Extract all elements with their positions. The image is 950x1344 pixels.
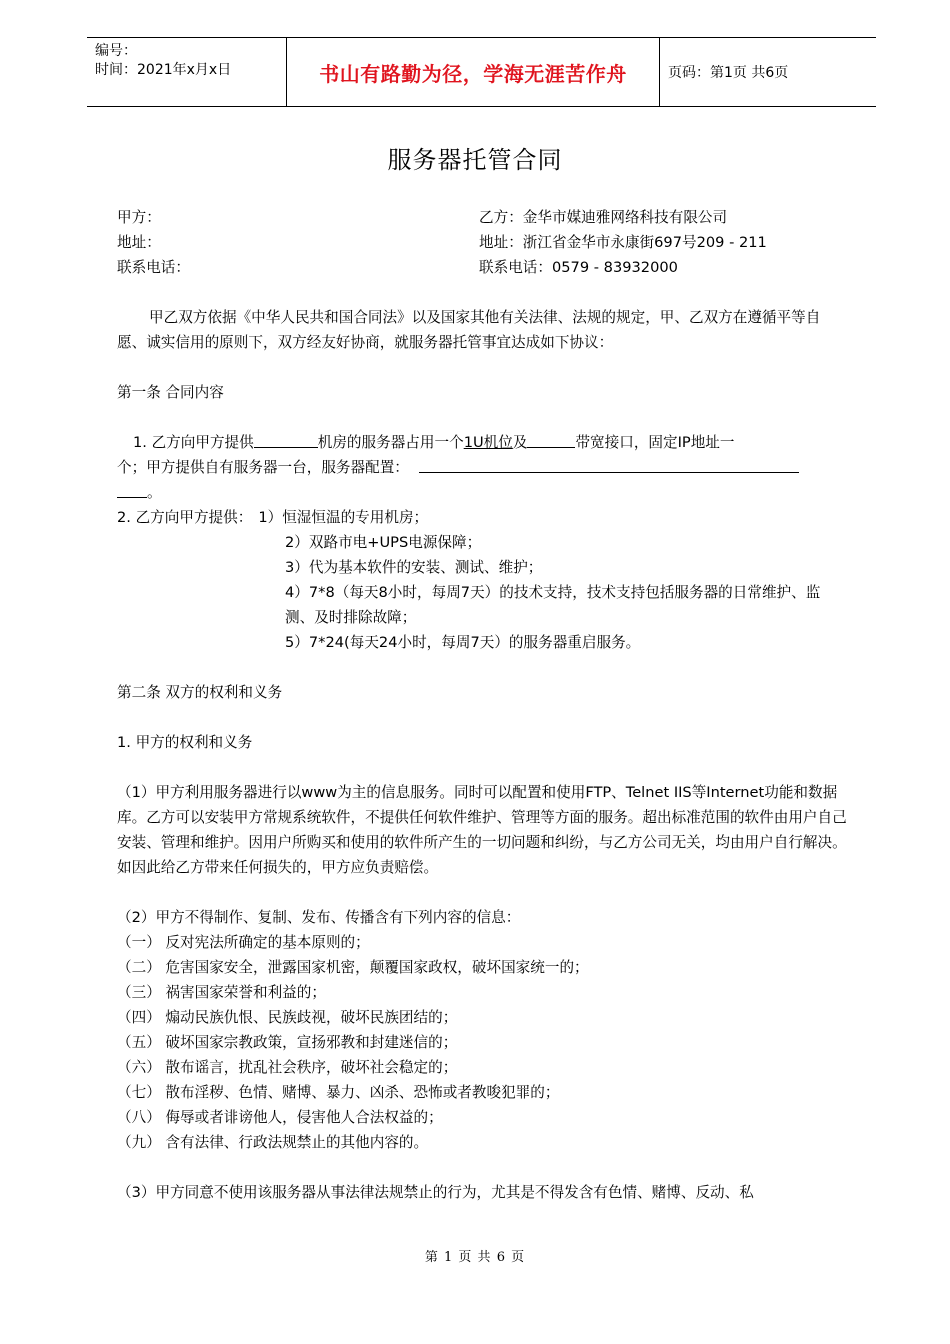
article1-item1-line2 [117,455,849,480]
list-item: （一） 反对宪法所确定的基本原则的； [117,934,370,951]
article1-item1-line1 [117,430,849,455]
article2-heading: 第二条 双方的权利和义务 [117,684,283,701]
party-b-phone: 联系电话：0579 - 83932000 [479,259,678,276]
list-item: （九） 含有法律、行政法规禁止的其他内容的。 [117,1134,429,1151]
item1-text-d: 带宽接口，固定IP地址一 [575,434,735,451]
blank-room [254,431,318,448]
article1-item2 [117,505,849,530]
article2-p1: （1）甲方利用服务器进行以www为主的信息服务。同时可以配置和使用FTP、Telnet IIS等Internet功能和数据库。乙方可以安装甲方常规系统软件，不提供任何软件维护、管理等方面的服务。超出标准范围的软件由用户自己安装、管理和维护。因用户所购买和使用的软件所产生的一切问题和纠纷，与乙方公司无关，均由用户自行解决。如因此给乙方带来任何损失的，甲方应负责赔偿。 [117,784,847,876]
service-5: 5）7*24(每天24小时，每周7天）的服务器重启服务。 [285,634,641,651]
list-item: （三） 祸害国家荣誉和利益的； [117,984,326,1001]
header-page-info: 页码：第1页 共6页 [668,65,789,81]
list-item: （七） 散布淫秽、色情、赌博、暴力、凶杀、恐怖或者教唆犯罪的； [117,1084,560,1101]
item2-label: 2. 乙方向甲方提供： [117,509,253,526]
party-a-name: 甲方： [117,209,161,226]
service-1: 1）恒湿恒温的专用机房； [258,509,429,526]
intro-paragraph: 甲乙双方依据《中华人民共和国合同法》以及国家其他有关法律、法规的规定，甲、乙双方在遵循平等自愿、诚实信用的原则下，双方经友好协商，就服务器托管事宜达成如下协议： [117,309,821,351]
document-title: 服务器托管合同 [387,146,563,174]
list-item: （六） 散布谣言，扰乱社会秩序，破坏社会稳定的； [117,1059,458,1076]
list-item: （八） 侮辱或者诽谤他人，侵害他人合法权益的； [117,1109,443,1126]
list-item: （五） 破坏国家宗教政策，宣扬邪教和封建迷信的； [117,1034,458,1051]
item1-text-b: 机房的服务器占用一个 [317,434,464,451]
item1-text-e: 个；甲方提供自有服务器一台，服务器配置： [117,459,409,476]
list-item: （二） 危害国家安全，泄露国家机密，颠覆国家政权，破坏国家统一的； [117,959,589,976]
party-row-phone [117,255,849,280]
item1-rack: 1U机位 [463,434,513,451]
item1-text-c: 及 [512,434,528,451]
page-footer: 第 1 页 共 6 页 [424,1250,526,1265]
service-3: 3）代为基本软件的安装、测试、维护； [285,559,543,576]
number-label: 编号： [95,43,137,59]
party-a-address: 地址： [117,234,161,251]
article2-p2: （2）甲方不得制作、复制、发布、传播含有下列内容的信息： [117,909,521,926]
party-a-phone: 联系电话： [117,259,190,276]
list-item: （四） 煽动民族仇恨、民族歧视，破坏民族团结的； [117,1009,458,1026]
blank-config-cont [117,481,147,498]
article2-p3: （3）甲方同意不使用该服务器从事法律法规禁止的行为，尤其是不得发含有色情、赌博、反动、私 [117,1184,754,1201]
article2-sub1: 1. 甲方的权利和义务 [117,734,253,751]
header-meta [87,38,286,106]
party-row-name [117,205,849,230]
page-header [87,37,876,107]
blank-config [419,456,799,473]
time-label: 时间：2021年x月x日 [95,62,232,78]
service-4: 4）7*8（每天8小时，每周7天）的技术支持，技术支持包括服务器的日常维护、监测、及时排除故障； [285,584,821,626]
item1-end: 。 [147,484,162,501]
blank-bandwidth [527,431,575,448]
document-body [117,205,849,1205]
header-motto: 书山有路勤为径，学海无涯苦作舟 [286,38,660,106]
party-b-name: 乙方：金华市媒迪雅网络科技有限公司 [479,209,728,226]
item1-text-a: 1. 乙方向甲方提供 [133,434,254,451]
article1-item1-line3 [117,480,849,505]
party-b-address: 地址：浙江省金华市永康街697号209 - 211 [479,234,767,251]
service-2: 2）双路市电+UPS电源保障； [285,534,482,551]
article1-heading: 第一条 合同内容 [117,384,224,401]
party-row-address [117,230,849,255]
